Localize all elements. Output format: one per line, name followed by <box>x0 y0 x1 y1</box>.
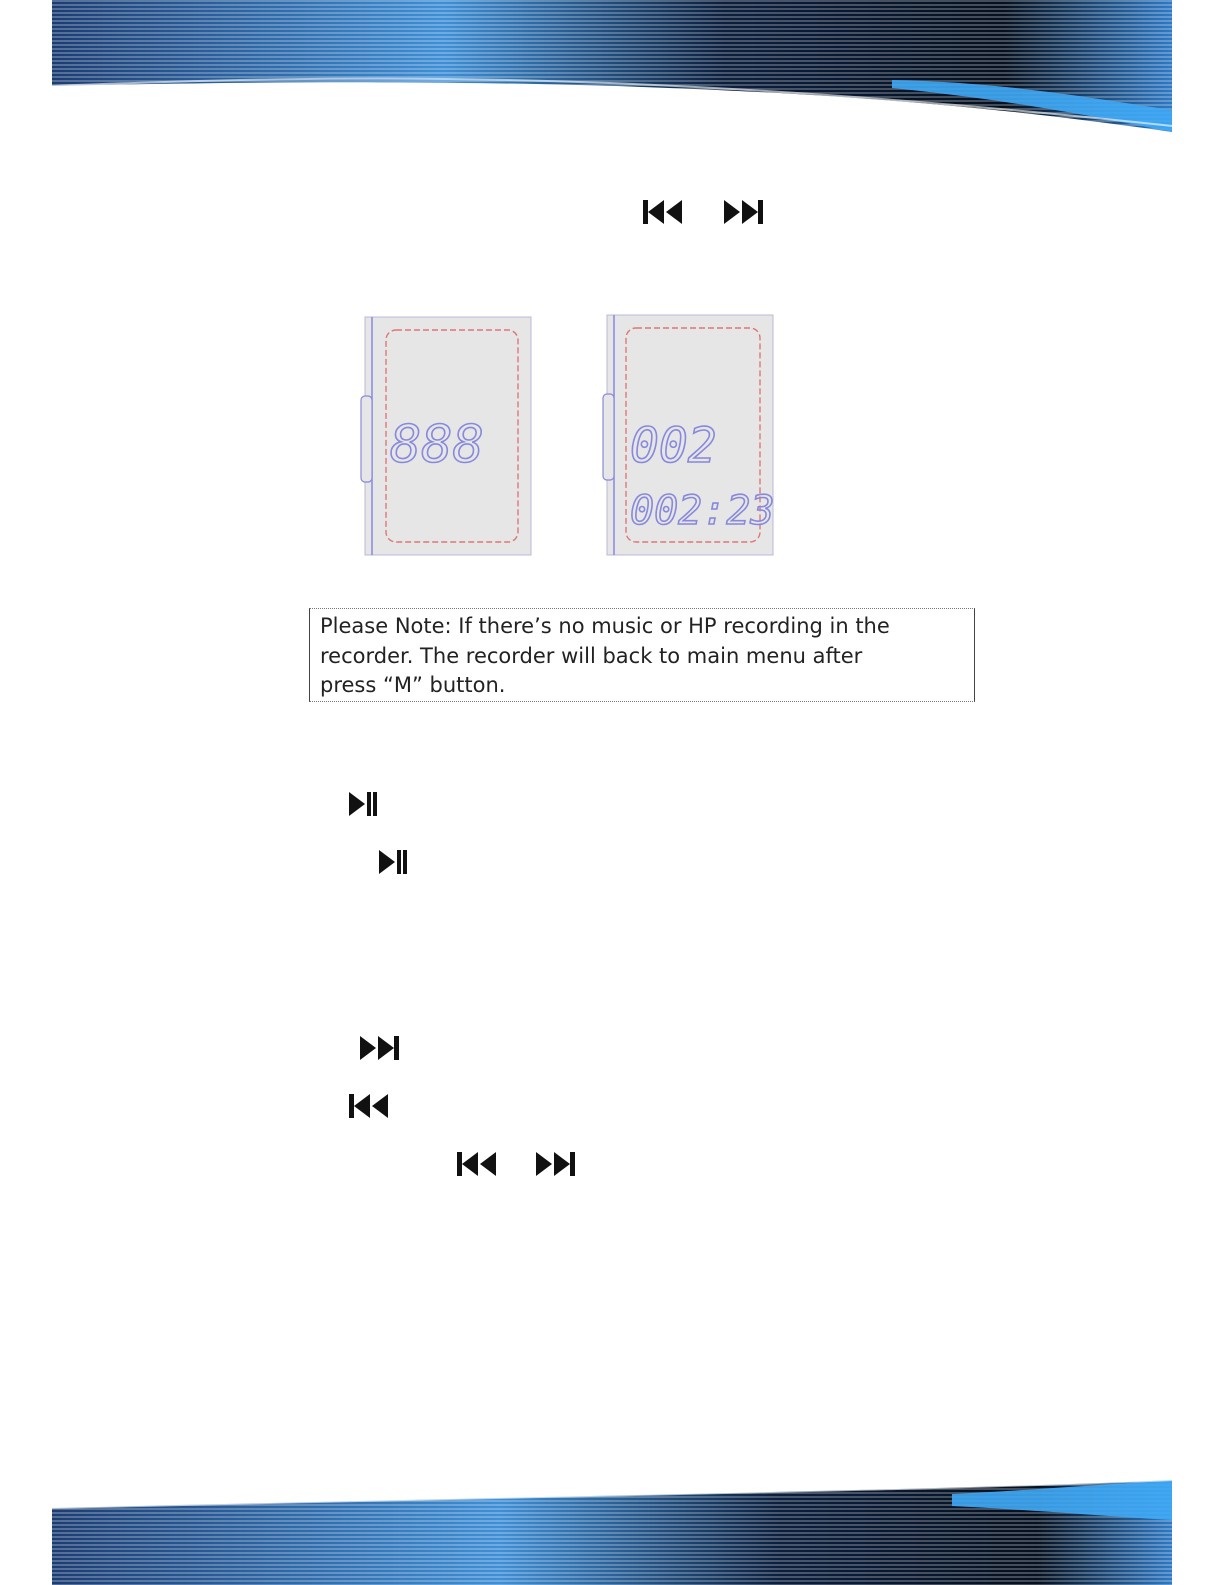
note-text: Please Note: If there’s no music or HP recording in the recorder. The recorder will back to main menu after press “M” button. <box>320 614 890 697</box>
play-pause-icon <box>378 848 410 876</box>
lcd-left-digits: 888 <box>390 415 484 475</box>
previous-track-icon <box>642 198 684 226</box>
play-pause-icon <box>348 790 380 818</box>
previous-track-icon <box>348 1092 390 1120</box>
lcd-screen-right <box>602 314 774 558</box>
next-track-icon <box>722 198 764 226</box>
lcd-screen-left <box>360 316 532 558</box>
lcd-right-line1: 002 <box>630 418 717 474</box>
previous-track-icon <box>456 1150 498 1178</box>
next-track-icon <box>534 1150 576 1178</box>
header-banner <box>52 0 1172 132</box>
lcd-right-line2: 002:23 <box>630 488 774 534</box>
footer-banner <box>52 1480 1172 1585</box>
next-track-icon <box>358 1034 400 1062</box>
note-box <box>309 608 975 702</box>
